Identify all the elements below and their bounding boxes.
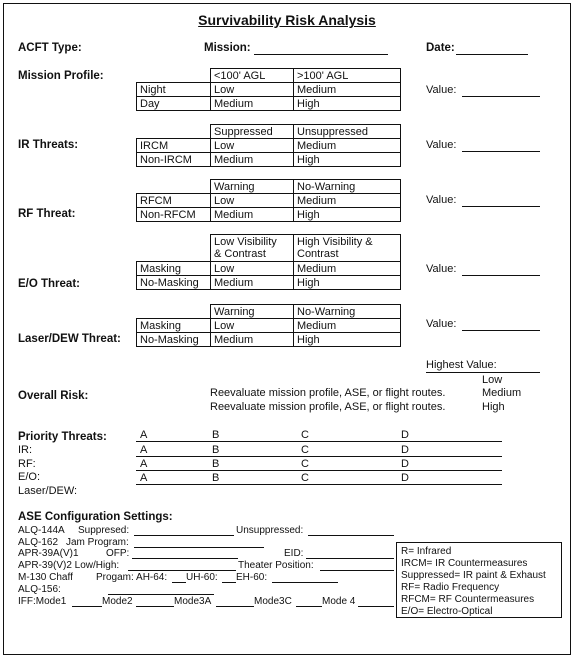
ir-col-2: Unsuppressed <box>293 124 401 139</box>
priority-cell[interactable]: C <box>301 472 309 484</box>
priority-cell[interactable]: A <box>140 458 148 470</box>
laser-row-no-masking: No-Masking <box>136 332 211 347</box>
priority-col-d: D <box>401 429 409 441</box>
priority-row-eo: E/O: <box>18 471 41 483</box>
priority-col-b: B <box>212 429 220 441</box>
priority-cell[interactable]: B <box>212 444 220 456</box>
overall-note: Reevaluate mission profile, ASE, or flight routes. <box>210 387 446 399</box>
priority-cell[interactable]: A <box>140 444 148 456</box>
mode3c-field[interactable] <box>296 606 322 607</box>
eo-col-1: Low Visibility & Contrast <box>210 234 294 262</box>
ir-cell[interactable]: High <box>293 152 401 167</box>
priority-row-rf: RF: <box>18 458 36 470</box>
ir-cell[interactable]: Low <box>210 138 294 153</box>
legend-item: RFCM= RF Countermeasures <box>401 594 535 605</box>
rf-row-rfcm: RFCM <box>136 193 211 208</box>
ir-cell[interactable]: Medium <box>293 138 401 153</box>
alq156-field[interactable] <box>108 594 214 595</box>
priority-col-a: A <box>140 429 148 441</box>
priority-cell[interactable]: D <box>401 444 409 456</box>
suppressed-label: Suppresed: <box>78 525 130 536</box>
eo-value-field[interactable] <box>462 275 540 276</box>
apr39v2-field[interactable] <box>128 570 236 571</box>
value-label: Value: <box>426 139 457 151</box>
abbreviation-legend <box>396 542 562 618</box>
mission-label: Mission: <box>204 42 251 54</box>
priority-line <box>136 470 502 471</box>
acft-type-label: ACFT Type: <box>18 42 82 54</box>
mode1-field[interactable] <box>72 606 102 607</box>
mp-cell[interactable]: Medium <box>210 96 294 111</box>
laser-cell[interactable]: Low <box>210 318 294 333</box>
ir-col-1: Suppressed <box>210 124 294 139</box>
uh60-field[interactable] <box>222 582 236 583</box>
eid-label: EID: <box>284 548 304 559</box>
ofp-label: OFP: <box>106 548 130 559</box>
jam-program-field[interactable] <box>134 547 264 548</box>
legend-item: E/O= Electro-Optical <box>401 606 493 617</box>
form-title: Survivability Risk Analysis <box>198 12 376 28</box>
alq144a-label: ALQ-144A <box>18 525 65 536</box>
value-label: Value: <box>426 84 457 96</box>
eo-cell[interactable]: Medium <box>293 261 401 276</box>
ir-value-field[interactable] <box>462 151 540 152</box>
overall-risk-label: Overall Risk: <box>18 390 89 402</box>
mp-col-2: >100' AGL <box>293 68 401 83</box>
eo-threat-label: E/O Threat: <box>18 278 80 290</box>
laser-cell[interactable]: High <box>293 332 401 347</box>
apr39a-label: APR-39A(V)1 <box>18 548 79 559</box>
priority-row-ir: IR: <box>18 444 33 456</box>
priority-col-c: C <box>301 429 309 441</box>
jam-program-label: Jam Program: <box>66 537 129 548</box>
mp-value-field[interactable] <box>462 96 540 97</box>
legend-item: IRCM= IR Countermeasures <box>401 558 528 569</box>
mp-row-night: Night <box>136 82 211 97</box>
legend-item: RF= Radio Frequency <box>401 582 500 593</box>
rf-cell[interactable]: Medium <box>293 193 401 208</box>
ofp-field[interactable] <box>132 558 238 559</box>
rf-value-field[interactable] <box>462 206 540 207</box>
risk-level-low: Low <box>482 374 503 386</box>
ir-row-ircm: IRCM <box>136 138 211 153</box>
mp-col-1: <100' AGL <box>210 68 294 83</box>
priority-line <box>136 456 502 457</box>
mission-field[interactable] <box>254 54 388 55</box>
eh60-field[interactable] <box>272 582 338 583</box>
value-label: Value: <box>426 318 457 330</box>
priority-line <box>136 441 502 442</box>
overall-note: Reevaluate mission profile, ASE, or flight routes. <box>210 401 446 413</box>
progam-ah64-label: Progam: AH-64: <box>96 572 168 583</box>
risk-level-high: High <box>482 401 505 413</box>
uh60-label: UH-60: <box>186 572 218 583</box>
priority-cell[interactable]: D <box>401 472 409 484</box>
rf-col-1: Warning <box>210 179 294 194</box>
date-field[interactable] <box>456 54 528 55</box>
legend-item: R= Infrared <box>401 546 452 557</box>
rf-cell[interactable]: Medium <box>210 207 294 222</box>
unsuppressed-field[interactable] <box>308 535 394 536</box>
mode4-field[interactable] <box>358 606 394 607</box>
ir-cell[interactable]: Medium <box>210 152 294 167</box>
mode3a-label: Mode3A <box>174 596 212 607</box>
priority-threats-label: Priority Threats: <box>18 431 107 443</box>
value-label: Value: <box>426 263 457 275</box>
suppressed-field[interactable] <box>134 535 234 536</box>
alq162-label: ALQ-162 <box>18 537 59 548</box>
priority-cell[interactable]: A <box>140 472 148 484</box>
ir-row-non-ircm: Non-IRCM <box>136 152 211 167</box>
laser-row-masking: Masking <box>136 318 211 333</box>
priority-cell[interactable]: D <box>401 458 409 470</box>
eo-row-no-masking: No-Masking <box>136 275 211 290</box>
highest-value-field[interactable] <box>426 372 540 373</box>
laser-cell[interactable]: Medium <box>293 318 401 333</box>
eo-row-masking: Masking <box>136 261 211 276</box>
mode3c-label: Mode3C <box>254 596 292 607</box>
eo-cell[interactable]: Medium <box>210 275 294 290</box>
mp-row-day: Day <box>136 96 211 111</box>
priority-cell[interactable]: B <box>212 472 220 484</box>
alq156-label: ALQ-156: <box>18 584 61 595</box>
theater-position-label: Theater Position: <box>238 560 314 571</box>
mode2-label: Mode2 <box>102 596 133 607</box>
eh60-label: EH-60: <box>236 572 268 583</box>
eid-field[interactable] <box>306 558 394 559</box>
value-label: Value: <box>426 194 457 206</box>
legend-item: Suppressed= IR paint & Exhaust <box>401 570 546 581</box>
ah64-field[interactable] <box>172 582 186 583</box>
iff-mode1-label: IFF:Mode1 <box>18 596 67 607</box>
rf-threat-label: RF Threat: <box>18 208 76 220</box>
priority-row-laser: Laser/DEW: <box>18 485 78 497</box>
apr39v2-label: APR-39(V)2 Low/High: <box>18 560 120 571</box>
mode2-field[interactable] <box>136 606 174 607</box>
laser-col-2: No-Warning <box>293 304 401 319</box>
m130-label: M-130 Chaff <box>18 572 73 583</box>
mode3a-field[interactable] <box>216 606 254 607</box>
rf-cell[interactable]: Low <box>210 193 294 208</box>
highest-value-label: Highest Value: <box>426 359 497 371</box>
eo-col-2: High Visibility & Contrast <box>293 234 401 262</box>
priority-cell[interactable]: C <box>301 444 309 456</box>
mp-cell[interactable]: Low <box>210 82 294 97</box>
theater-position-field[interactable] <box>320 570 394 571</box>
laser-cell[interactable]: Medium <box>210 332 294 347</box>
rf-row-non-rfcm: Non-RFCM <box>136 207 211 222</box>
priority-cell[interactable]: B <box>212 458 220 470</box>
priority-cell[interactable]: C <box>301 458 309 470</box>
eo-cell[interactable]: High <box>293 275 401 290</box>
mp-cell[interactable]: Medium <box>293 82 401 97</box>
eo-cell[interactable]: Low <box>210 261 294 276</box>
laser-threat-label: Laser/DEW Threat: <box>18 333 121 345</box>
risk-level-medium: Medium <box>482 387 522 399</box>
priority-line <box>136 484 502 485</box>
date-label: Date: <box>426 42 455 54</box>
ir-threats-label: IR Threats: <box>18 139 79 151</box>
laser-col-1: Warning <box>210 304 294 319</box>
rf-cell[interactable]: High <box>293 207 401 222</box>
mp-cell[interactable]: High <box>293 96 401 111</box>
laser-value-field[interactable] <box>462 330 540 331</box>
mission-profile-label: Mission Profile: <box>18 70 104 82</box>
ase-config-label: ASE Configuration Settings: <box>18 511 173 523</box>
rf-col-2: No-Warning <box>293 179 401 194</box>
unsuppressed-label: Unsuppressed: <box>236 525 304 536</box>
mode4-label: Mode 4 <box>322 596 356 607</box>
